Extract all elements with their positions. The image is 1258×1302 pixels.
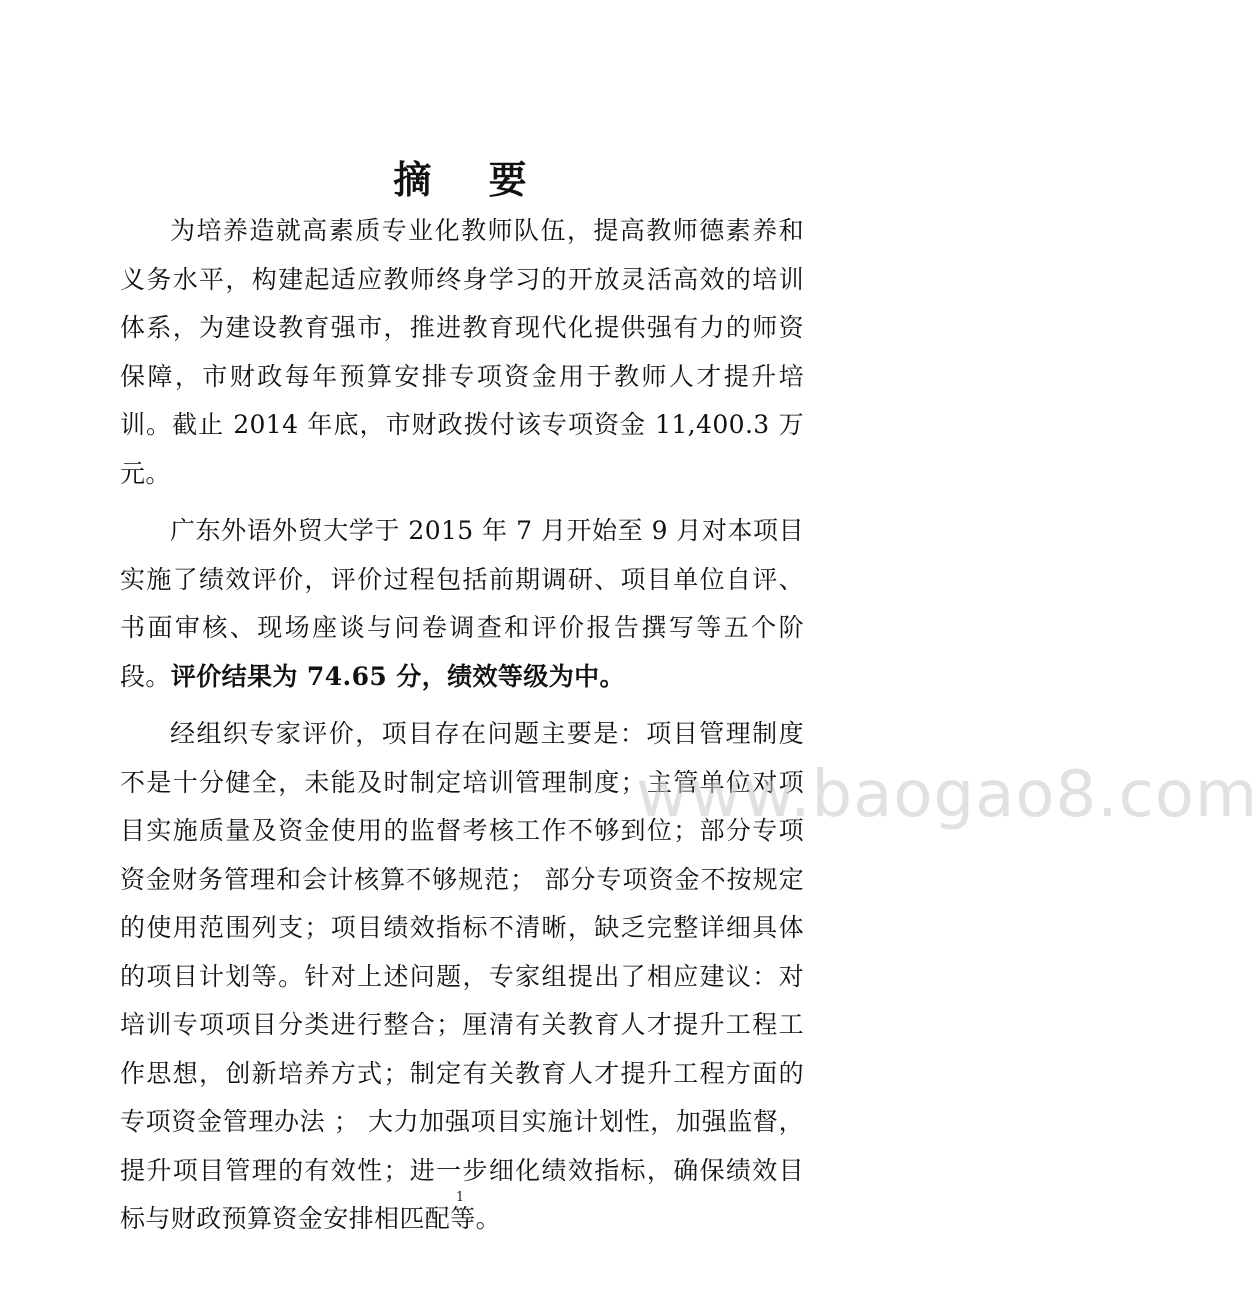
- watermark: www.baogao8.com: [636, 758, 1258, 832]
- abstract-body: [120, 207, 804, 1253]
- page-title: 摘 要: [393, 157, 549, 202]
- paragraph-background: 为培养造就高素质专业化教师队伍，提高教师德素养和义务水平，构建起适应教师终身学习的开放灵活高效的培训体系，为建设教育强市，推进教育现代化提供强有力的师资保障，市财政每年预算安排专项资金用于教师人才提升培训。截止 2014 年底，市财政拨付该专项资金 11,400.3 万元。: [120, 216, 804, 488]
- evaluation-result-text: 评价结果为 74.65 分，绩效等级为中。: [170, 661, 625, 691]
- page-number: 1: [455, 1190, 465, 1205]
- evaluation-process-text: 广东外语外贸大学于 2015 年 7 月开始至 9 月对本项目实施了绩效评价，评价过程包括前期调研、项目单位自评、书面审核、现场座谈与问卷调查和评价报告撰写等五个阶段。: [120, 516, 804, 691]
- paragraph-problems-suggestions: 经组织专家评价，项目存在问题主要是：项目管理制度不是十分健全，未能及时制定培训管理制度；主管单位对项目实施质量及资金使用的监督考核工作不够到位；部分专项资金财务管理和会计核算不够规范； 部分专项资金不按规定的使用范围列支；项目绩效指标不清晰，缺乏完整详细具体的项目计划等。针对上述问题，专家组提出了相应建议：对培训专项项目分类进行整合；厘清有关教育人才提升工程工作思想，创新培养方式；制定有关教育人才提升工程方面的专项资金管理办法 ； 大力加强项目实施计划性，加强监督，提升项目管理的有效性；进一步细化绩效指标，确保绩效目标与财政预算资金安排相匹配等。: [120, 719, 804, 1233]
- paragraph-evaluation: [120, 507, 804, 701]
